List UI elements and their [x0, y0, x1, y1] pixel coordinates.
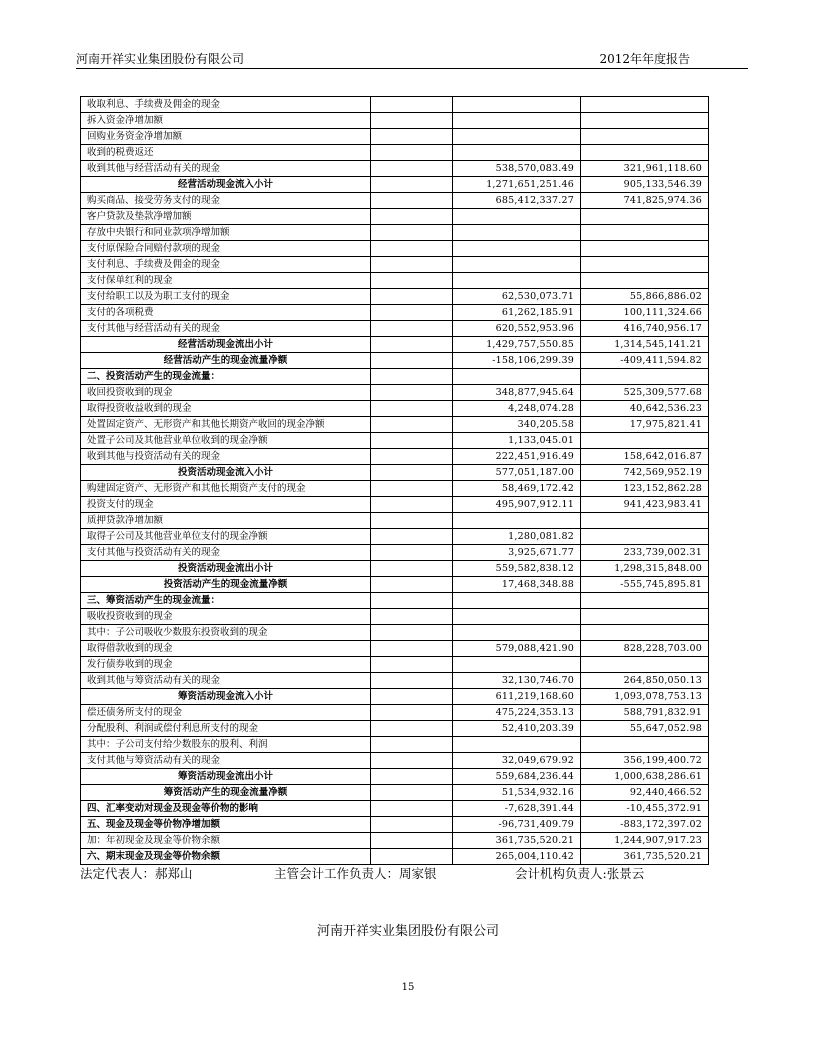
table-row: [81, 641, 709, 657]
prior-period-amount: [581, 369, 709, 385]
note-cell: [371, 817, 453, 833]
table-row: [81, 609, 709, 625]
cash-flow-table: [80, 96, 709, 865]
table-row: [81, 257, 709, 273]
prior-period-amount: 92,440,466.52: [581, 785, 709, 801]
current-period-amount: [453, 257, 581, 273]
note-cell: [371, 129, 453, 145]
row-label: 收到其他与经营活动有关的现金: [81, 161, 371, 177]
table-row: [81, 785, 709, 801]
row-label: 其中：子公司支付给少数股东的股利、利润: [81, 737, 371, 753]
row-label: 支付其他与筹资活动有关的现金: [81, 753, 371, 769]
note-cell: [371, 113, 453, 129]
row-label: 分配股利、利润或偿付利息所支付的现金: [81, 721, 371, 737]
table-row: [81, 417, 709, 433]
prior-period-amount: [581, 97, 709, 113]
row-label: 投资支付的现金: [81, 497, 371, 513]
note-cell: [371, 593, 453, 609]
note-cell: [371, 705, 453, 721]
current-period-amount: 348,877,945.64: [453, 385, 581, 401]
prior-period-amount: 741,825,974.36: [581, 193, 709, 209]
prior-period-amount: 158,642,016.87: [581, 449, 709, 465]
current-period-amount: [453, 737, 581, 753]
current-period-amount: [453, 129, 581, 145]
prior-period-amount: [581, 257, 709, 273]
note-cell: [371, 209, 453, 225]
prior-period-amount: 17,975,821.41: [581, 417, 709, 433]
current-period-amount: 495,907,912.11: [453, 497, 581, 513]
prior-period-amount: -10,455,372.91: [581, 801, 709, 817]
row-label: 取得子公司及其他营业单位支付的现金净额: [81, 529, 371, 545]
row-label: 四、汇率变动对现金及现金等价物的影响: [81, 801, 371, 817]
current-period-amount: 559,582,838.12: [453, 561, 581, 577]
note-cell: [371, 497, 453, 513]
table-row: [81, 241, 709, 257]
row-label: 筹资活动现金流出小计: [81, 769, 371, 785]
prior-period-amount: [581, 113, 709, 129]
note-cell: [371, 577, 453, 593]
table-row: [81, 353, 709, 369]
table-row: [81, 689, 709, 705]
current-period-amount: [453, 609, 581, 625]
note-cell: [371, 161, 453, 177]
prior-period-amount: [581, 241, 709, 257]
table-row: [81, 545, 709, 561]
row-label: 支付的各项税费: [81, 305, 371, 321]
row-label: 投资活动现金流出小计: [81, 561, 371, 577]
note-cell: [371, 625, 453, 641]
note-cell: [371, 769, 453, 785]
note-cell: [371, 545, 453, 561]
table-row: [81, 209, 709, 225]
note-cell: [371, 401, 453, 417]
table-row: [81, 625, 709, 641]
current-period-amount: 1,133,045.01: [453, 433, 581, 449]
note-cell: [371, 849, 453, 865]
prior-period-amount: [581, 145, 709, 161]
row-label: 吸收投资收到的现金: [81, 609, 371, 625]
prior-period-amount: 828,228,703.00: [581, 641, 709, 657]
table-row: [81, 305, 709, 321]
row-label: 经营活动产生的现金流量净额: [81, 353, 371, 369]
current-period-amount: -7,628,391.44: [453, 801, 581, 817]
prior-period-amount: 1,000,638,286.61: [581, 769, 709, 785]
current-period-amount: 58,469,172.42: [453, 481, 581, 497]
header-report-title: 2012年年度报告: [599, 52, 690, 66]
table-row: [81, 561, 709, 577]
note-cell: [371, 97, 453, 113]
prior-period-amount: 55,866,886.02: [581, 289, 709, 305]
row-label: 发行债券收到的现金: [81, 657, 371, 673]
current-period-amount: [453, 209, 581, 225]
table-row: [81, 433, 709, 449]
current-period-amount: [453, 145, 581, 161]
current-period-amount: 1,280,081.82: [453, 529, 581, 545]
table-row: [81, 849, 709, 865]
note-cell: [371, 721, 453, 737]
note-cell: [371, 753, 453, 769]
current-period-amount: 685,412,337.27: [453, 193, 581, 209]
table-row: [81, 161, 709, 177]
note-cell: [371, 369, 453, 385]
note-cell: [371, 481, 453, 497]
note-cell: [371, 801, 453, 817]
prior-period-amount: 123,152,862.28: [581, 481, 709, 497]
note-cell: [371, 353, 453, 369]
row-label: 取得借款收到的现金: [81, 641, 371, 657]
prior-period-amount: [581, 609, 709, 625]
table-row: [81, 289, 709, 305]
row-label: 支付利息、手续费及佣金的现金: [81, 257, 371, 273]
row-label: 支付给职工以及为职工支付的现金: [81, 289, 371, 305]
row-label: 客户贷款及垫款净增加额: [81, 209, 371, 225]
note-cell: [371, 289, 453, 305]
accounting-org-head: 会计机构负责人:张景云: [515, 866, 645, 881]
prior-period-amount: 1,314,545,141.21: [581, 337, 709, 353]
current-period-amount: 1,429,757,550.85: [453, 337, 581, 353]
current-period-amount: 265,004,110.42: [453, 849, 581, 865]
table-row: [81, 481, 709, 497]
accounting-head: 主管会计工作负责人：周家银: [274, 866, 437, 881]
current-period-amount: 361,735,520.21: [453, 833, 581, 849]
current-period-amount: 538,570,083.49: [453, 161, 581, 177]
note-cell: [371, 177, 453, 193]
prior-period-amount: 40,642,536.23: [581, 401, 709, 417]
note-cell: [371, 273, 453, 289]
row-label: 拆入资金净增加额: [81, 113, 371, 129]
row-label: 处置固定资产、无形资产和其他长期资产收回的现金净额: [81, 417, 371, 433]
row-label: 支付其他与经营活动有关的现金: [81, 321, 371, 337]
note-cell: [371, 737, 453, 753]
current-period-amount: 4,248,074.28: [453, 401, 581, 417]
prior-period-amount: 941,423,983.41: [581, 497, 709, 513]
row-label: 存放中央银行和同业款项净增加额: [81, 225, 371, 241]
table-row: [81, 129, 709, 145]
current-period-amount: 51,534,932.16: [453, 785, 581, 801]
table-row: [81, 113, 709, 129]
current-period-amount: [453, 369, 581, 385]
prior-period-amount: [581, 209, 709, 225]
row-label: 其中：子公司吸收少数股东投资收到的现金: [81, 625, 371, 641]
prior-period-amount: 264,850,050.13: [581, 673, 709, 689]
row-label: 三、筹资活动产生的现金流量：: [81, 593, 371, 609]
cash-flow-table-body: [81, 97, 709, 865]
current-period-amount: 62,530,073.71: [453, 289, 581, 305]
note-cell: [371, 513, 453, 529]
header-company: 河南开祥实业集团股份有限公司: [76, 52, 245, 66]
row-label: 回购业务资金净增加额: [81, 129, 371, 145]
row-label: 投资活动现金流入小计: [81, 465, 371, 481]
table-row: [81, 497, 709, 513]
table-row: [81, 529, 709, 545]
current-period-amount: 1,271,651,251.46: [453, 177, 581, 193]
prior-period-amount: 361,735,520.21: [581, 849, 709, 865]
row-label: 购建固定资产、无形资产和其他长期资产支付的现金: [81, 481, 371, 497]
note-cell: [371, 529, 453, 545]
current-period-amount: 577,051,187.00: [453, 465, 581, 481]
note-cell: [371, 257, 453, 273]
current-period-amount: [453, 513, 581, 529]
table-row: [81, 369, 709, 385]
current-period-amount: 559,684,236.44: [453, 769, 581, 785]
row-label: 二、投资活动产生的现金流量：: [81, 369, 371, 385]
page-number: 15: [401, 982, 415, 993]
prior-period-amount: -409,411,594.82: [581, 353, 709, 369]
current-period-amount: -158,106,299.39: [453, 353, 581, 369]
table-row: [81, 177, 709, 193]
prior-period-amount: -883,172,397.02: [581, 817, 709, 833]
prior-period-amount: [581, 513, 709, 529]
row-label: 收取利息、手续费及佣金的现金: [81, 97, 371, 113]
row-label: 收到的税费返还: [81, 145, 371, 161]
prior-period-amount: -555,745,895.81: [581, 577, 709, 593]
table-row: [81, 385, 709, 401]
row-label: 加：年初现金及现金等价物余额: [81, 833, 371, 849]
prior-period-amount: 588,791,832.91: [581, 705, 709, 721]
row-label: 收回投资收到的现金: [81, 385, 371, 401]
prior-period-amount: [581, 433, 709, 449]
table-row: [81, 657, 709, 673]
table-row: [81, 673, 709, 689]
note-cell: [371, 193, 453, 209]
row-label: 经营活动现金流出小计: [81, 337, 371, 353]
row-label: 筹资活动产生的现金流量净额: [81, 785, 371, 801]
prior-period-amount: 416,740,956.17: [581, 321, 709, 337]
current-period-amount: 579,088,421.90: [453, 641, 581, 657]
table-row: [81, 273, 709, 289]
row-label: 支付其他与投资活动有关的现金: [81, 545, 371, 561]
prior-period-amount: 55,647,052.98: [581, 721, 709, 737]
current-period-amount: 61,262,185.91: [453, 305, 581, 321]
prior-period-amount: 100,111,324.66: [581, 305, 709, 321]
prior-period-amount: 1,244,907,917.23: [581, 833, 709, 849]
prior-period-amount: 321,961,118.60: [581, 161, 709, 177]
row-label: 投资活动产生的现金流量净额: [81, 577, 371, 593]
note-cell: [371, 609, 453, 625]
prior-period-amount: 905,133,546.39: [581, 177, 709, 193]
note-cell: [371, 465, 453, 481]
row-label: 五、现金及现金等价物净增加额: [81, 817, 371, 833]
table-row: [81, 593, 709, 609]
table-row: [81, 801, 709, 817]
current-period-amount: 52,410,203.39: [453, 721, 581, 737]
note-cell: [371, 641, 453, 657]
table-row: [81, 401, 709, 417]
table-row: [81, 833, 709, 849]
note-cell: [371, 385, 453, 401]
table-row: [81, 225, 709, 241]
table-row: [81, 97, 709, 113]
current-period-amount: 3,925,671.77: [453, 545, 581, 561]
note-cell: [371, 321, 453, 337]
legal-representative: 法定代表人：郝郑山: [80, 866, 193, 881]
current-period-amount: 475,224,353.13: [453, 705, 581, 721]
prior-period-amount: 1,298,315,848.00: [581, 561, 709, 577]
table-row: [81, 705, 709, 721]
current-period-amount: 620,552,953.96: [453, 321, 581, 337]
note-cell: [371, 561, 453, 577]
note-cell: [371, 417, 453, 433]
row-label: 购买商品、接受劳务支付的现金: [81, 193, 371, 209]
table-row: [81, 753, 709, 769]
note-cell: [371, 449, 453, 465]
note-cell: [371, 833, 453, 849]
table-row: [81, 145, 709, 161]
current-period-amount: [453, 593, 581, 609]
current-period-amount: [453, 625, 581, 641]
current-period-amount: 222,451,916.49: [453, 449, 581, 465]
note-cell: [371, 225, 453, 241]
row-label: 筹资活动现金流入小计: [81, 689, 371, 705]
table-row: [81, 193, 709, 209]
row-label: 质押贷款净增加额: [81, 513, 371, 529]
prior-period-amount: [581, 529, 709, 545]
note-cell: [371, 673, 453, 689]
prior-period-amount: [581, 273, 709, 289]
row-label: 经营活动现金流入小计: [81, 177, 371, 193]
prior-period-amount: [581, 593, 709, 609]
note-cell: [371, 241, 453, 257]
current-period-amount: [453, 241, 581, 257]
current-period-amount: 32,130,746.70: [453, 673, 581, 689]
table-row: [81, 737, 709, 753]
prior-period-amount: [581, 657, 709, 673]
prior-period-amount: [581, 737, 709, 753]
row-label: 取得投资收益收到的现金: [81, 401, 371, 417]
table-row: [81, 321, 709, 337]
footer-company: 河南开祥实业集团股份有限公司: [316, 924, 499, 939]
note-cell: [371, 337, 453, 353]
note-cell: [371, 689, 453, 705]
table-row: [81, 769, 709, 785]
note-cell: [371, 305, 453, 321]
prior-period-amount: 356,199,400.72: [581, 753, 709, 769]
row-label: 偿还债务所支付的现金: [81, 705, 371, 721]
current-period-amount: -96,731,409.79: [453, 817, 581, 833]
table-row: [81, 577, 709, 593]
row-label: 处置子公司及其他营业单位收到的现金净额: [81, 433, 371, 449]
current-period-amount: 32,049,679.92: [453, 753, 581, 769]
table-row: [81, 337, 709, 353]
table-row: [81, 449, 709, 465]
current-period-amount: 611,219,168.60: [453, 689, 581, 705]
prior-period-amount: [581, 225, 709, 241]
row-label: 收到其他与投资活动有关的现金: [81, 449, 371, 465]
current-period-amount: [453, 657, 581, 673]
note-cell: [371, 785, 453, 801]
table-row: [81, 513, 709, 529]
table-row: [81, 721, 709, 737]
note-cell: [371, 145, 453, 161]
current-period-amount: [453, 273, 581, 289]
table-row: [81, 465, 709, 481]
current-period-amount: [453, 97, 581, 113]
prior-period-amount: 742,569,952.19: [581, 465, 709, 481]
note-cell: [371, 433, 453, 449]
current-period-amount: 340,205.58: [453, 417, 581, 433]
row-label: 支付保单红利的现金: [81, 273, 371, 289]
row-label: 收到其他与筹资活动有关的现金: [81, 673, 371, 689]
row-label: 六、期末现金及现金等价物余额: [81, 849, 371, 865]
prior-period-amount: [581, 129, 709, 145]
current-period-amount: [453, 225, 581, 241]
current-period-amount: 17,468,348.88: [453, 577, 581, 593]
page-header: [76, 48, 748, 69]
table-row: [81, 817, 709, 833]
current-period-amount: [453, 113, 581, 129]
prior-period-amount: 233,739,002.31: [581, 545, 709, 561]
prior-period-amount: 525,309,577.68: [581, 385, 709, 401]
row-label: 支付原保险合同赔付款项的现金: [81, 241, 371, 257]
note-cell: [371, 657, 453, 673]
prior-period-amount: [581, 625, 709, 641]
prior-period-amount: 1,093,078,753.13: [581, 689, 709, 705]
